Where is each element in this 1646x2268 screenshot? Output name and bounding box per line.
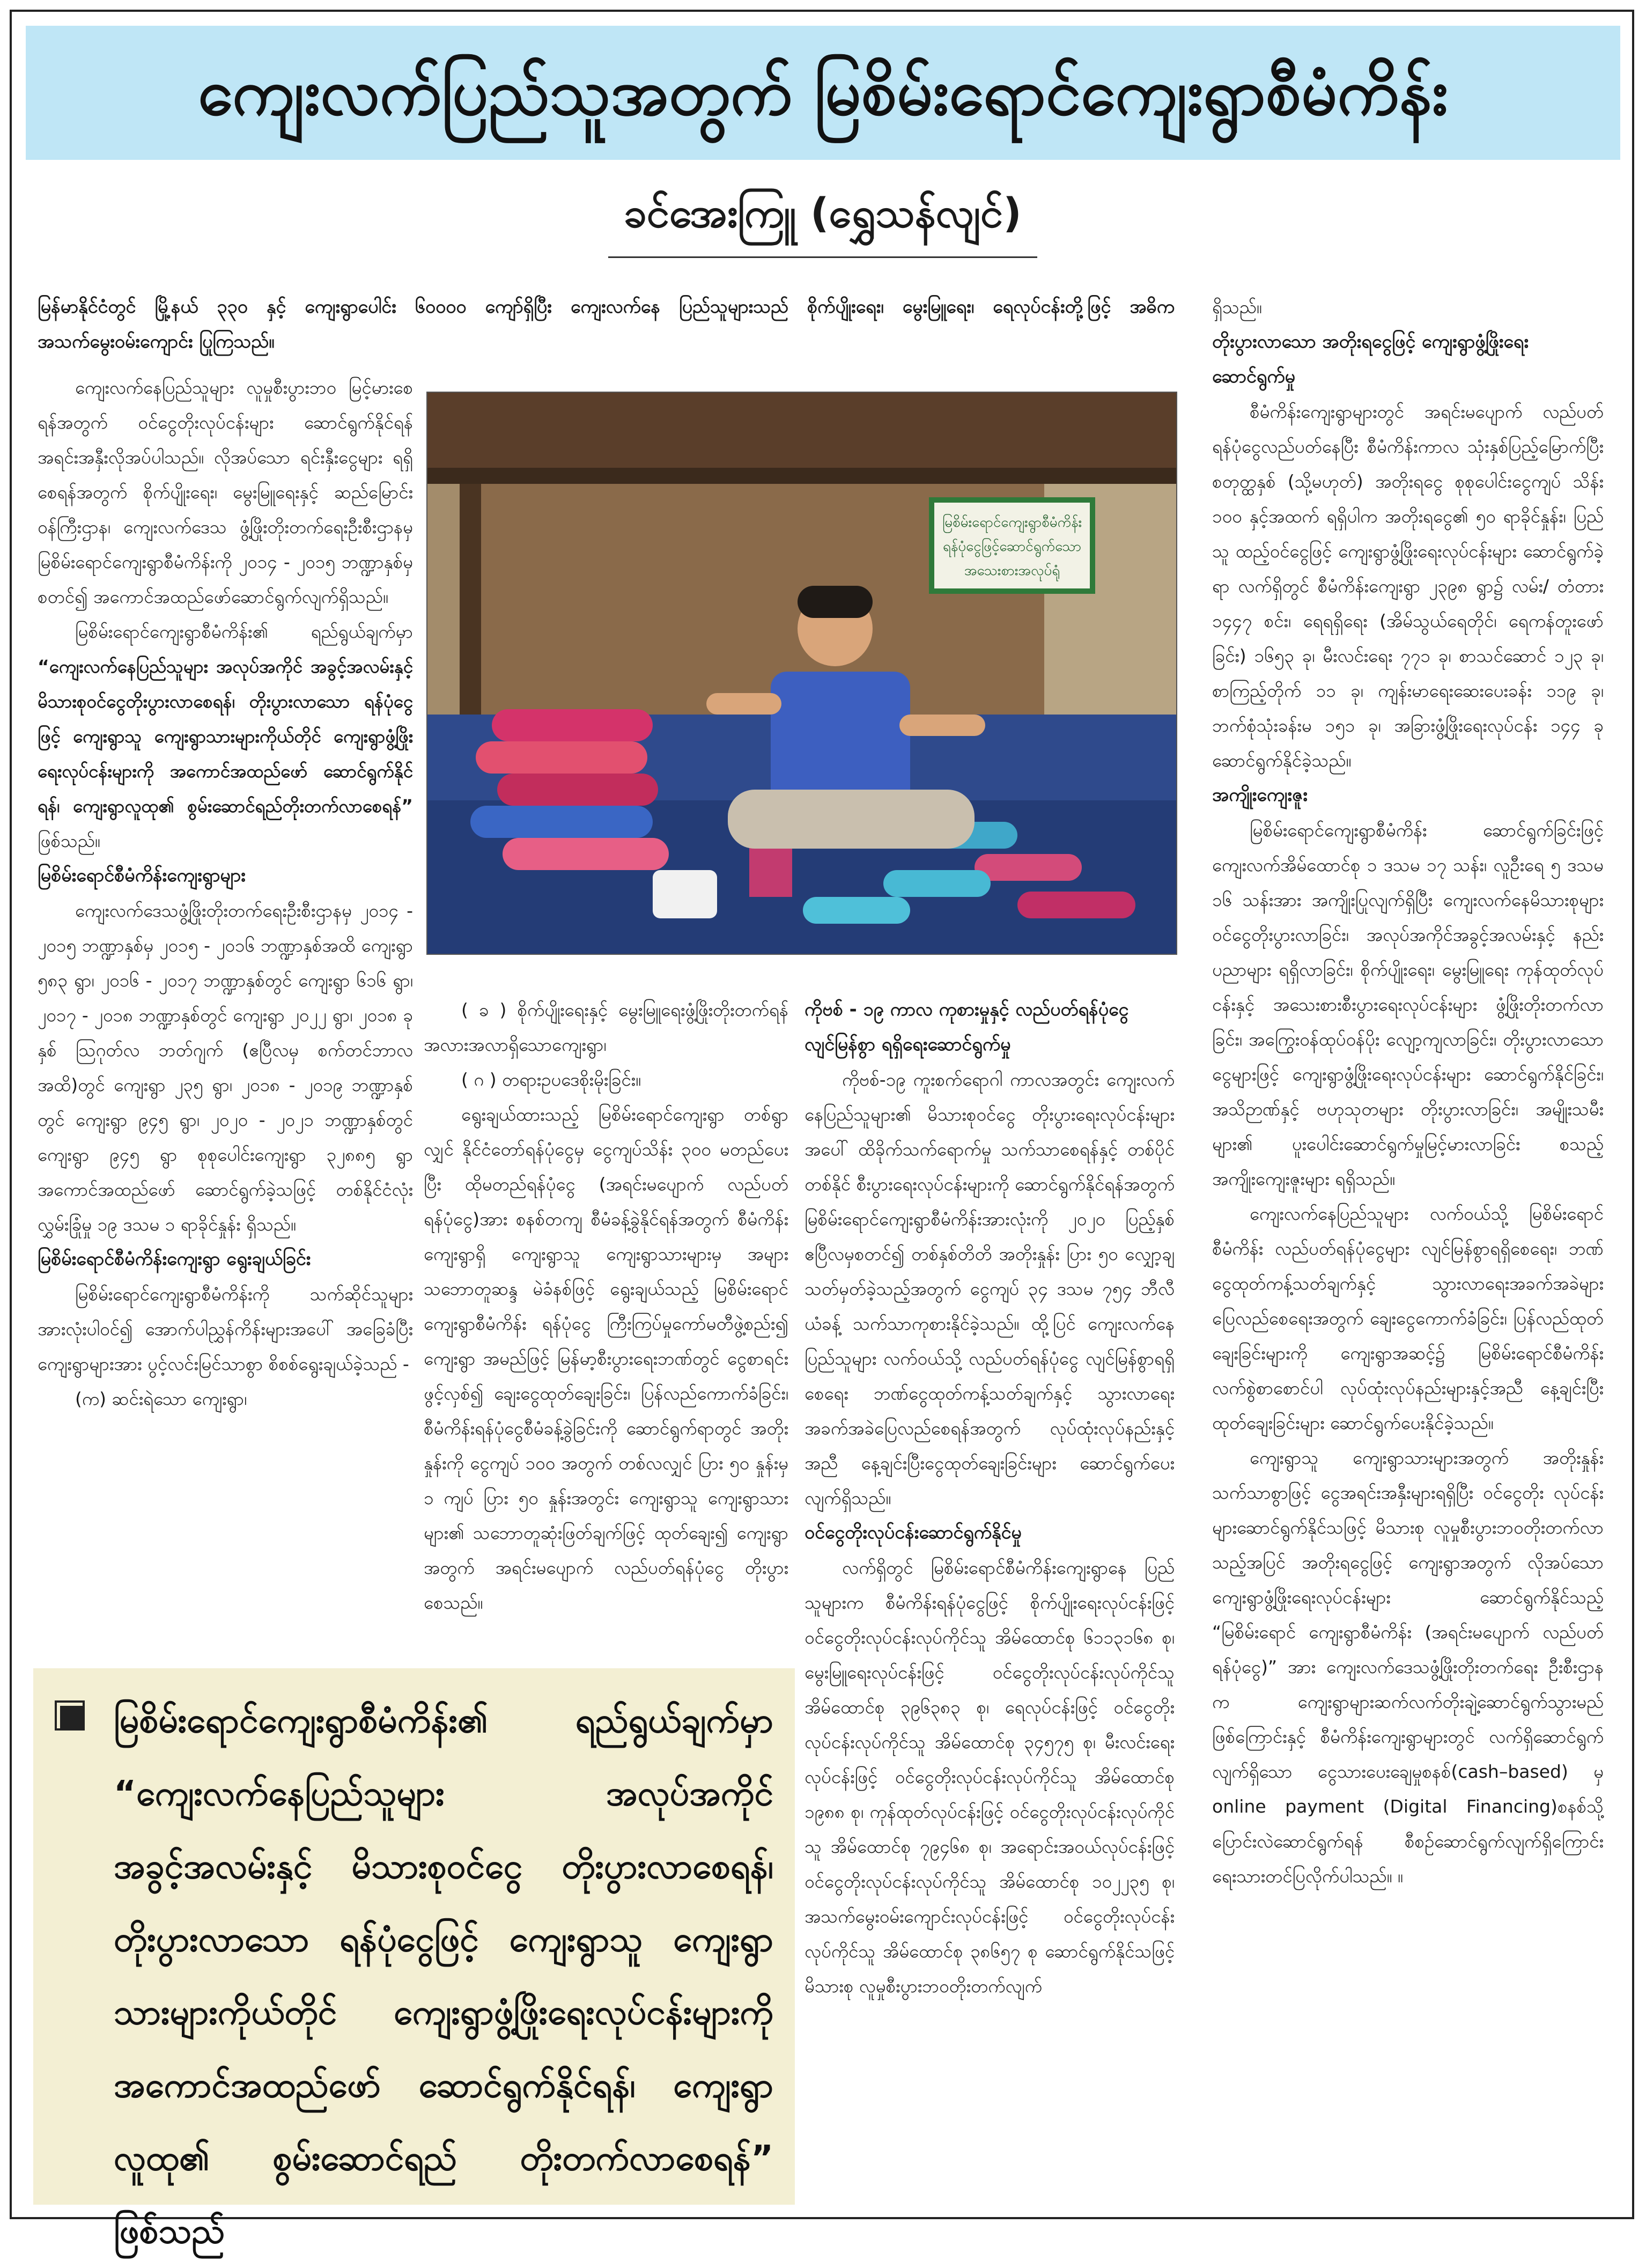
article-photo xyxy=(426,392,1177,955)
col2-item-b: ( ခ ) စိုက်ပျိုးရေးနှင့် မွေးမြူရေးဖွံ့ဖြိုးတိုးတက်ရန် အလားအလာရှိသောကျေးရွာ၊ xyxy=(424,999,788,1055)
headline-title: ကျေးလက်ပြည်သူအတွက် မြစိမ်းရောင်ကျေးရွာစီမံကိန်း xyxy=(198,55,1448,130)
col1-para-2 xyxy=(38,614,413,858)
headline-banner xyxy=(26,26,1620,160)
col1-heading-villages: မြစိမ်းရောင်စီမံကိန်းကျေးရွာများ xyxy=(38,865,246,886)
column-1 xyxy=(38,370,413,1416)
lead-paragraph: မြန်မာနိုင်ငံတွင် မြို့နယ် ၃၃၀ နှင့် ကျေးရွာပေါင်း ၆၀၀၀၀ ကျော်ရှိပြီး ကျေးလက်နေ ပြည်သူများသည် စိုက်ပျိုးရေး၊ မွေးမြူရေး၊ ရေလုပ်ငန်းတို့ဖြင့် အဓိက အသက်မွေးဝမ်းကျောင်း ပြုကြသည်။ xyxy=(38,296,1175,352)
sign-text-2: ရန်ပုံငွေဖြင့်ဆောင်ရွက်သော xyxy=(942,539,1082,555)
col1-para-4: မြစိမ်းရောင်ကျေးရွာစီမံကိန်းကို သက်ဆိုင်သူများအားလုံးပါဝင်၍ အောက်ပါညွှန်ကိန်းများအပေါ် အခြေခံပြီး ကျေးရွာများအား ပွင့်လင်းမြင်သာစွာ စိစစ်ရွေးချယ်ခဲ့သည် - xyxy=(38,1284,413,1374)
col2-item-c: ( ဂ ) တရားဥပဒေစိုးမိုးခြင်း။ xyxy=(461,1069,641,1090)
col4-para-1: စီမံကိန်းကျေးရွာများတွင် အရင်းမပျောက် လည်ပတ်ရန်ပုံငွေလည်ပတ်နေပြီး စီမံကိန်းကာလ သုံးနှစ်ပြည့်မြောက်ပြီး စတုတ္ထနှစ် (သို့မဟုတ်) အတိုးရငွေ စုစုပေါင်းငွေကျပ် သိန်း ၁၀၀ နှင့်အထက် ရရှိပါက အတိုးရငွေ၏ ၅၀ ရာခိုင်နှုန်း၊ ပြည်သူ ထည့်ဝင်ငွေဖြင့် ကျေးရွာဖွံ့ဖြိုးရေးလုပ်ငန်းများ ဆောင်ရွက်ခဲ့ရာ လက်ရှိတွင် စီမံကိန်းကျေးရွာ ၂၃၉၈ ရွာ၌ လမ်း/ တံတား ၁၄၄၇ စင်း၊ ရေရရှိရေး (အိမ်သွယ်ရေတိုင်၊ ရေကန်တူးဖော်ခြင်း) ၁၆၅၃ ခု၊ မီးလင်းရေး ၇၇၁ ခု၊ စာသင်ဆောင် ၁၂၃ ခု၊ စာကြည့်တိုက် ၁၁ ခု၊ ကျန်းမာရေးဆေးပေးခန်း ၁၁၉ ခု၊ ဘက်စုံသုံးခန်းမ ၁၅၁ ခု၊ အခြားဖွံ့ဖြိုးရေးလုပ်ငန်း ၁၄၄ ခု ဆောင်ရွက်နိုင်ခဲ့သည်။ xyxy=(1212,401,1604,771)
pull-quote-body: “ကျေးလက်နေပြည်သူများ အလုပ်အကိုင် အခွင့်အလမ်းနှင့် မိသားစုဝင်ငွေ တိုးပွားလာစေရန်၊ တိုးပွားလာသော ရန်ပုံငွေဖြင့် ကျေးရွာသူ ကျေးရွာသားများကိုယ်တိုင် ကျေးရွာဖွံ့ဖြိုးရေးလုပ်ငန်းများကို အကောင်အထည်ဖော် ဆောင်ရွက်နိုင်ရန်၊ ကျေးရွာလူထု၏ စွမ်းဆောင်ရည် တိုးတက်လာစေရန်” ဖြစ်သည် xyxy=(114,1774,773,2251)
col1-heading-selection: မြစိမ်းရောင်စီမံကိန်းကျေးရွာ ရွေးချယ်ခြင်း xyxy=(38,1248,311,1270)
sign-text-1: မြစိမ်းရောင်ကျေးရွာစီမံကိန်း xyxy=(942,514,1082,531)
pull-quote-prefix: မြစိမ်းရောင်ကျေးရွာစီမံကိန်း၏ ရည်ရွယ်ချက်မှာ xyxy=(114,1701,773,1741)
byline-underline xyxy=(608,256,1037,258)
col4-para-4: ကျေးရွာသူ ကျေးရွာသားများအတွက် အတိုးနှုန်း သက်သာစွာဖြင့် ငွေအရင်းအနှီးများရရှိပြီး ဝင်ငွေတိုး လုပ်ငန်းများဆောင်ရွက်နိုင်သဖြင့် မိသားစု လူမှုစီးပွားဘဝတိုးတက်လာသည့်အပြင် အတိုးရငွေဖြင့် ကျေးရွာအတွက် လိုအပ်သော ကျေးရွာဖွံ့ဖြိုးရေးလုပ်ငန်းများ ဆောင်ရွက်နိုင်သည့် “မြစိမ်းရောင် ကျေးရွာစီမံကိန်း (အရင်းမပျောက် လည်ပတ်ရန်ပုံငွေ)” အား ကျေးလက်ဒေသဖွံ့ဖြိုးတိုးတက်ရေး ဦးစီးဌာနက ကျေးရွာများဆက်လက်တိုးချဲ့ဆောင်ရွက်သွားမည်ဖြစ်ကြောင်းနှင့် စီမံကိန်းကျေးရွာများတွင် လက်ရှိဆောင်ရွက်လျက်ရှိသော ငွေသားပေးချေမှုစနစ်(cash–based) မှ online payment (Digital Financing)စနစ်သို့ ပြောင်းလဲဆောင်ရွက်ရန် စီစဉ်ဆောင်ရွက်လျက်ရှိကြောင်း ရေးသားတင်ပြလိုက်ပါသည်။ ။ xyxy=(1212,1447,1604,1887)
pull-quote-box xyxy=(33,1668,795,2251)
col1-para-3: ကျေးလက်ဒေသဖွံ့ဖြိုးတိုးတက်ရေးဦးစီးဌာနမှ ၂၀၁၄ - ၂၀၁၅ ဘဏ္ဍာနှစ်မှ ၂၀၁၅ - ၂၀၁၆ ဘဏ္ဍာနှစ်အထိ ကျေးရွာ ၅၈၃ ရွာ၊ ၂၀၁၆ - ၂၀၁၇ ဘဏ္ဍာနှစ်တွင် ကျေးရွာ ၆၁၆ ရွာ၊ ၂၀၁၇ - ၂၀၁၈ ဘဏ္ဍာနှစ်တွင် ကျေးရွာ ၂၀၂၂ ရွာ၊ ၂၀၁၈ ခုနှစ် ဩဂုတ်လ ဘတ်ဂျက် (ဧပြီလမှ စက်တင်ဘာလအထိ)တွင် ကျေးရွာ ၂၃၅ ရွာ၊ ၂၀၁၈ - ၂၀၁၉ ဘဏ္ဍာနှစ်တွင် ကျေးရွာ ၉၄၅ ရွာ၊ ၂၀၂၀ - ၂၀၂၁ ဘဏ္ဍာနှစ်တွင် ကျေးရွာ ၉၄၅ ရွာ စုစုပေါင်းကျေးရွာ ၃၂၈၈၅ ရွာ အကောင်အထည်ဖော် ဆောင်ရွက်ခဲ့သဖြင့် တစ်နိုင်ငံလုံးလွှမ်းခြုံမှု ၁၉ ဒသမ ၁ ရာခိုင်နှုန်း ရှိသည်။ xyxy=(38,900,413,1235)
col1-para-2-quote: “ကျေးလက်နေပြည်သူများ အလုပ်အကိုင် အခွင့်အလမ်းနှင့် မိသားစုဝင်ငွေတိုးပွားလာစေရန်၊ တိုးပွားလာသော ရန်ပုံငွေဖြင့် ကျေးရွာသူ ကျေးရွာသားများကိုယ်တိုင် ကျေးရွာဖွံ့ဖြိုးရေးလုပ်ငန်းများကို အကောင်အထည်ဖော် ဆောင်ရွက်နိုင်ရန်၊ ကျေးရွာလူထု၏ စွမ်းဆောင်ရည်တိုးတက်လာစေရန်” xyxy=(38,656,413,816)
pull-quote-text xyxy=(114,1684,773,2268)
col2-para-1: ရွေးချယ်ထားသည့် မြစိမ်းရောင်ကျေးရွာ တစ်ရွာလျှင် နိုင်ငံတော်ရန်ပုံငွေမှ ငွေကျပ်သိန်း ၃၀၀ မတည်ပေးပြီး ထိုမတည်ရန်ပုံငွေ (အရင်းမပျောက် လည်ပတ်ရန်ပုံငွေ)အား စနစ်တကျ စီမံခန့်ခွဲနိုင်ရန်အတွက် စီမံကိန်းကျေးရွာရှိ ကျေးရွာသူ ကျေးရွာသားများမှ အများသဘောတူဆန္ဒ မဲခံနစ်ဖြင့် ရွေးချယ်သည့် မြစိမ်းရောင်ကျေးရွာစီမံကိန်း ရန်ပုံငွေ ကြီးကြပ်မှုကော်မတီဖွဲ့စည်း၍ ကျေးရွာ အမည်ဖြင့် မြန်မာ့စီးပွားရေးဘဏ်တွင် ငွေစာရင်းဖွင့်လှစ်၍ ချေးငွေထုတ်ချေးခြင်း၊ ပြန်လည်ကောက်ခံခြင်း၊ စီမံကိန်းရန်ပုံငွေစီမံခန့်ခွဲခြင်းကို ဆောင်ရွက်ရာတွင် အတိုးနှုန်းကို ငွေကျပ် ၁၀၀ အတွက် တစ်လလျှင် ပြား ၅၀ နှုန်းမှ ၁ ကျပ် ပြား ၅၀ နှုန်းအတွင်း ကျေးရွာသူ ကျေးရွာသားများ၏ သဘောတူဆုံးဖြတ်ချက်ဖြင့် ထုတ်ချေး၍ ကျေးရွာအတွက် အရင်းမပျောက် လည်ပတ်ရန်ပုံငွေ တိုးပွားစေသည်။ xyxy=(424,1104,788,1613)
column-4 xyxy=(1212,290,1604,1894)
sign-text-3: အသေးစားအလုပ်ရုံ xyxy=(964,563,1060,579)
col4-para-0: ရှိသည်။ xyxy=(1212,297,1262,318)
col3-heading-income: ဝင်ငွေတိုးလုပ်ငန်းဆောင်ရွက်နိုင်မှု xyxy=(804,1522,1022,1543)
col3-heading-covid: ကိုဗစ် - ၁၉ ကာလ ကုစားမှုနှင့် လည်ပတ်ရန်ပုံငွေ လျင်မြန်စွာ ရရှိရေးဆောင်ရွက်မှု xyxy=(804,999,1129,1055)
bullet-square-icon xyxy=(55,1700,85,1731)
col1-para-1: ကျေးလက်နေပြည်သူများ လူမှုစီးပွားဘဝ မြင့်မားစေရန်အတွက် ဝင်ငွေတိုးလုပ်ငန်းများ ဆောင်ရွက်နိုင်ရန် အရင်းအနှီးလိုအပ်ပါသည်။ လိုအပ်သော ရင်းနှီးငွေများ ရရှိစေရန်အတွက် စိုက်ပျိုးရေး၊ မွေးမြူရေးနှင့် ဆည်မြောင်းဝန်ကြီးဌာန၊ ကျေးလက်ဒေသ ဖွံ့ဖြိုးတိုးတက်ရေးဦးစီးဌာနမှ မြစိမ်းရောင်ကျေးရွာစီမံကိန်းကို ၂၀၁၄ - ၂၀၁၅ ဘဏ္ဍာနှစ်မှစတင်၍ အကောင်အထည်ဖော်ဆောင်ရွက်လျက်ရှိသည်။ xyxy=(38,377,413,607)
col3-para-2: လက်ရှိတွင် မြစိမ်းရောင်စီမံကိန်းကျေးရွာနေ ပြည်သူများက စီမံကိန်းရန်ပုံငွေဖြင့် စိုက်ပျိုးရေးလုပ်ငန်းဖြင့် ဝင်ငွေတိုးလုပ်ငန်းလုပ်ကိုင်သူ အိမ်ထောင်စု ၆၁၁၃၁၆၈ စု၊ မွေးမြူရေးလုပ်ငန်းဖြင့် ဝင်ငွေတိုးလုပ်ငန်းလုပ်ကိုင်သူ အိမ်ထောင်စု ၃၉၆၃၈၃ စု၊ ရေလုပ်ငန်းဖြင့် ဝင်ငွေတိုးလုပ်ငန်းလုပ်ကိုင်သူ အိမ်ထောင်စု ၃၄၅၇၅ စု၊ မီးလင်းရေးလုပ်ငန်းဖြင့် ဝင်ငွေတိုးလုပ်ငန်းလုပ်ကိုင်သူ အိမ်ထောင်စု ၁၉၈၈ စု၊ ကုန်ထုတ်လုပ်ငန်းဖြင့် ဝင်ငွေတိုးလုပ်ငန်းလုပ်ကိုင်သူ အိမ်ထောင်စု ၇၉၄၆၈ စု၊ အရောင်းအဝယ်လုပ်ငန်းဖြင့် ဝင်ငွေတိုးလုပ်ငန်းလုပ်ကိုင်သူ အိမ်ထောင်စု ၁၀၂၂၃၅ စု၊ အသက်မွေးဝမ်းကျောင်းလုပ်ငန်းဖြင့် ဝင်ငွေတိုးလုပ်ငန်းလုပ်ကိုင်သူ အိမ်ထောင်စု ၃၈၆၅၇ စု ဆောင်ရွက်နိုင်သဖြင့် မိသားစု လူမှုစီးပွားဘဝတိုးတက်လျက် xyxy=(804,1557,1175,1997)
col1-item-a: (က) ဆင်းရဲသော ကျေးရွာ၊ xyxy=(75,1388,247,1409)
col4-para-2: မြစိမ်းရောင်ကျေးရွာစီမံကိန်း ဆောင်ရွက်ခြင်းဖြင့် ကျေးလက်အိမ်ထောင်စု ၁ ဒသမ ၁၇ သန်း၊ လူဦးရေ ၅ ဒသမ ၁၆ သန်းအား အကျိုးပြုလျက်ရှိပြီး ကျေးလက်နေမိသားစုများ ဝင်ငွေတိုးပွားလာခြင်း၊ အလုပ်အကိုင်အခွင့်အလမ်းနှင့် နည်းပညာများ ရရှိလာခြင်း၊ စိုက်ပျိုးရေး၊ မွေးမြူရေး ကုန်ထုတ်လုပ်ငန်းနှင့် အသေးစားစီးပွားရေးလုပ်ငန်းများ ဖွံ့ဖြိုးတိုးတက်လာခြင်း၊ အကြွေးဝန်ထုပ်ဝန်ပိုး လျော့ကျလာခြင်း၊ တိုးပွားလာသော ငွေများဖြင့် ကျေးရွာဖွံ့ဖြိုးရေးလုပ်ငန်းများ ဆောင်ရွက်နိုင်ခြင်း၊ အသိဉာဏ်နှင့် ဗဟုသုတများ တိုးပွားလာခြင်း၊ အမျိုးသမီးများ၏ ပူးပေါင်းဆောင်ရွက်မှုမြင့်မားလာခြင်း စသည့်အကျိုးကျေးဇူးများ ရရှိသည်။ xyxy=(1212,820,1604,1189)
byline-author: ခင်အေးကြူ (ရွှေသန်လျင်) xyxy=(624,189,1022,237)
col1-para-2-end: ဖြစ်သည်။ xyxy=(38,830,100,851)
col4-heading-development: တိုးပွားလာသော အတိုးရငွေဖြင့် ကျေးရွာဖွံ့ဖြိုးရေး ဆောင်ရွက်မှု xyxy=(1212,331,1529,387)
col1-para-2-intro: မြစိမ်းရောင်ကျေးရွာစီမံကိန်း၏ ရည်ရွယ်ချက်မှာ xyxy=(75,621,413,642)
byline xyxy=(608,182,1037,252)
col4-heading-benefits: အကျိုးကျေးဇူး xyxy=(1212,784,1308,806)
col4-para-3: ကျေးလက်နေပြည်သူများ လက်ဝယ်သို့ မြစိမ်းရောင်စီမံကိန်း လည်ပတ်ရန်ပုံငွေများ လျင်မြန်စွာရရှိစေရေး၊ ဘဏ်ငွေထုတ်ကန့်သတ်ချက်နှင့် သွားလာရေးအခက်အခဲများ ပြေလည်စေရေးအတွက် ချေးငွေကောက်ခံခြင်း၊ ပြန်လည်ထုတ်ချေးခြင်းများကို ကျေးရွာအဆင့်၌ မြစိမ်းရောင်စီမံကိန်း လက်စွဲစာစောင်ပါ လုပ်ထုံးလုပ်နည်းများနှင့်အညီ နေ့ချင်းပြီး ထုတ်ချေးခြင်းများ ဆောင်ရွက်ပေးနိုင်ခဲ့သည်။ xyxy=(1212,1203,1604,1433)
column-2 xyxy=(424,992,788,1620)
column-3 xyxy=(804,992,1175,2004)
col3-para-1: ကိုဗစ်-၁၉ ကူးစက်ရောဂါ ကာလအတွင်း ကျေးလက်နေပြည်သူများ၏ မိသားစုဝင်ငွေ တိုးပွားရေးလုပ်ငန်းများအပေါ် ထိခိုက်သက်ရောက်မှု သက်သာစေရန်နှင့် တစ်ပိုင်တစ်နိုင် စီးပွားရေးလုပ်ငန်းများကို ဆောင်ရွက်နိုင်ရန်အတွက် မြစိမ်းရောင်ကျေးရွာစီမံကိန်းအားလုံးကို ၂၀၂၀ ပြည့်နှစ် ဧပြီလမှစတင်၍ တစ်နှစ်တိတိ အတိုးနှုန်း ပြား ၅၀ လျှော့ချသတ်မှတ်ခဲ့သည့်အတွက် ငွေကျပ် ၃၄ ဒသမ ၇၅၄ ဘီလီယံခန့် သက်သာကုစားနိုင်ခဲ့သည်။ ထို့ပြင် ကျေးလက်နေပြည်သူများ လက်ဝယ်သို့ လည်ပတ်ရန်ပုံငွေ လျင်မြန်စွာရရှိစေရေး ဘဏ်ငွေထုတ်ကန့်သတ်ချက်နှင့် သွားလာရေး အခက်အခဲပြေလည်စေရန်အတွက် လုပ်ထုံးလုပ်နည်းနှင့်အညီ နေ့ချင်းပြီးငွေထုတ်ချေးခြင်းများ ဆောင်ရွက်ပေးလျက်ရှိသည်။ xyxy=(804,1069,1175,1508)
